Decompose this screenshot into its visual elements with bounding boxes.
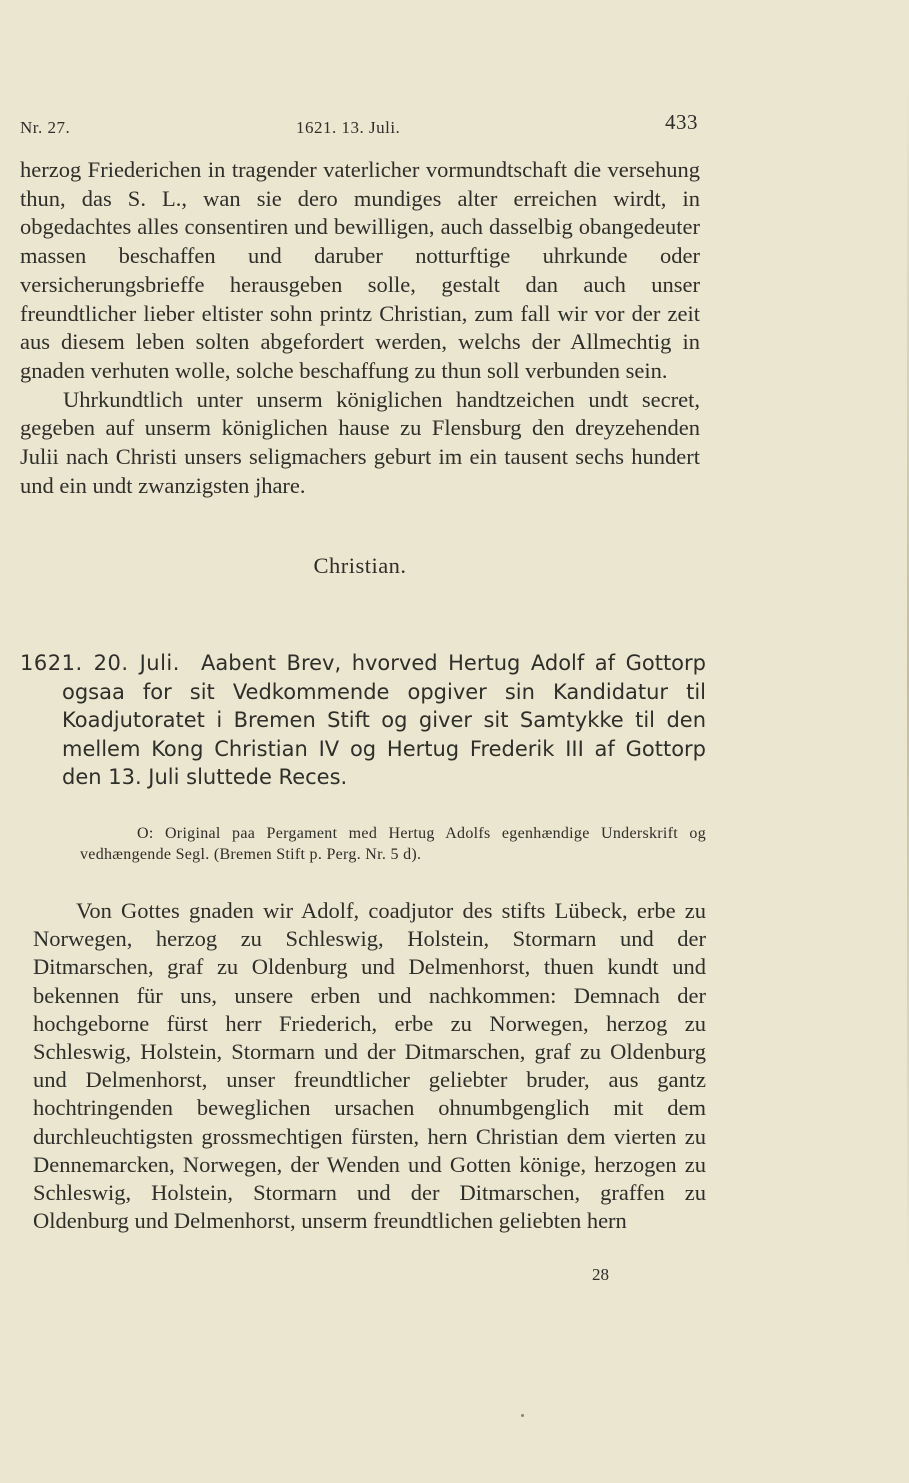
source-note-block	[80, 823, 706, 865]
source-note: O: Original paa Pergament med Hertug Adolfs egenhændige Underskrift og vedhængende Segl. (Bremen Stift p. Perg. Nr. 5 d).	[80, 825, 706, 863]
document-number: Nr. 27.	[20, 118, 71, 137]
signature-mark: 28	[592, 1265, 609, 1284]
paragraph: Uhrkundtlich unter unserm königlichen handtzeichen undt secret, gegeben auf unserm königlichen hause zu Flensburg den dreyzehenden Julii nach Christi unsers seligmachers geburt im ein tausent sechs hundert und ein undt zwanzigsten jhare.	[20, 386, 700, 498]
paragraph: Von Gottes gnaden wir Adolf, coadjutor des stifts Lübeck, erbe zu Norwegen, herzog zu Schleswig, Holstein, Stormarn und der Ditmarschen, graf zu Oldenburg und Delmenhorst, thuen kundt und bekennen für uns, unsere erben und nachkommen: Demnach der hochgeborne fürst herr Friederich, erbe zu Norwegen, herzog zu Schleswig, Holstein, Stormarn und der Ditmarschen, graf zu Oldenburg und Delmenhorst, unser freundtlicher geliebter bruder, aus gantz hochtringenden beweglichen ursachen ohnumbgenglich mit dem durchleuchtigsten grossmechtigen fürsten, hern Christian dem vierten zu Dennemarcken, Norwegen, der Wenden und Gotten könige, herzogen zu Schleswig, Holstein, Stormarn und der Ditmarschen, graffen zu Oldenburg und Delmenhorst, unserm freundtlichen geliebten hern	[33, 898, 706, 1234]
letter-body	[33, 897, 706, 1235]
document-summary	[20, 649, 706, 792]
summary-text: Aabent Brev, hvorved Hertug Adolf af Gottorp ogsaa for sit Vedkommende opgiver sin Kandidatur til Koadjutoratet i Bremen Stift og giver sit Samtykke til den mellem Kong Christian IV og Hertug Frederik III af Gottorp den 13. Juli sluttede Reces.	[62, 651, 706, 789]
signature-line: Christian.	[313, 553, 407, 578]
summary-date: 1621. 20. Juli.	[20, 651, 180, 675]
page-number: 433	[665, 110, 698, 134]
header-date: 1621. 13. Juli.	[296, 118, 401, 137]
running-header	[20, 110, 700, 140]
paper-speck	[521, 1414, 524, 1417]
letter-continuation	[20, 156, 700, 500]
paragraph: herzog Friederichen in tragender vaterlicher vormundtschaft die versehung thun, das S. L., wan sie dero mundiges alter erreichen wirdt, in obgedachtes alles consentiren und bewilligen, auch dasselbig obangedeuter massen beschaffen und daruber notturftige uhrkunde oder versicherungsbrieffe herausgeben solle, gestalt dan auch unser freundtlicher lieber eltister sohn printz Christian, zum fall wir vor der zeit aus diesem leben solten abgefordert werden, welchs der Allmechtig in gnaden verhuten wolle, solche beschaffung zu thun soll verbunden sein.	[20, 157, 700, 383]
